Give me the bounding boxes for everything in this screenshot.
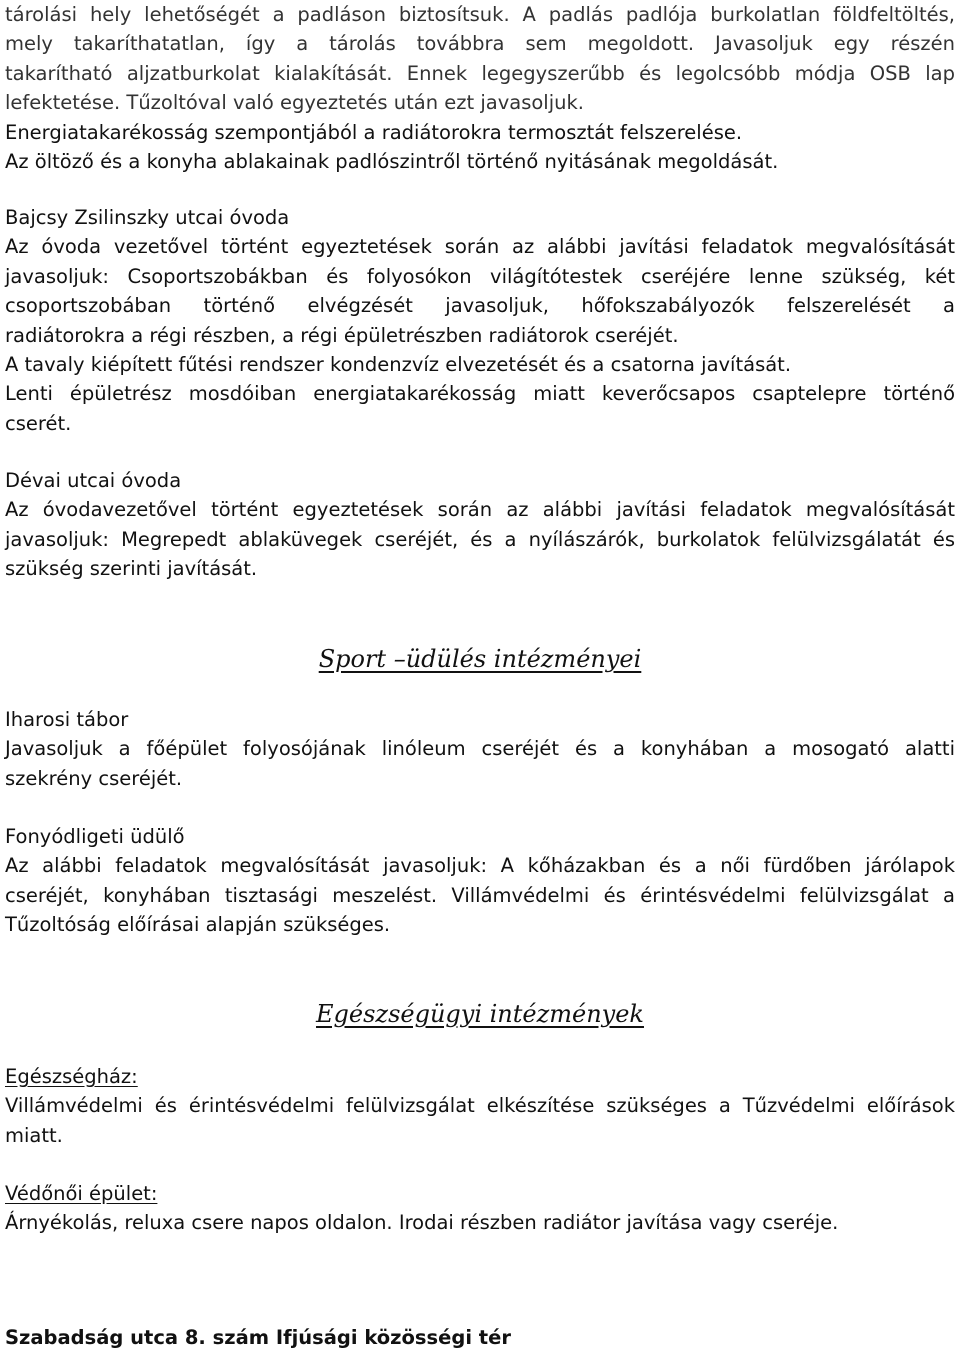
egeszseghaz-section	[5, 1062, 955, 1150]
intro-paragraph	[5, 0, 955, 176]
szabadsag-section	[5, 1323, 955, 1352]
health-title-text: Egészségügyi intézmények	[316, 1000, 644, 1028]
text-line: Energiatakarékosság szempontjából a radiátorokra termosztát felszerelése.	[5, 120, 743, 144]
sport-section-title	[5, 643, 955, 675]
text-line: cserét.	[5, 411, 72, 435]
heading-text: Védőnői épület:	[5, 1182, 158, 1205]
fonyodligeti-section	[5, 822, 955, 940]
text-line: Villámvédelmi és érintésvédelmi felülvizsgálat elkészítése szükséges a Tűzvédelmi előírások	[5, 1094, 955, 1118]
text-line: Árnyékolás, reluxa csere napos oldalon. Irodai részben radiátor javítása vagy cseréje.	[5, 1211, 839, 1235]
heading-text: Egészségház:	[5, 1065, 138, 1088]
vedonoi-section	[5, 1179, 955, 1238]
text-line: szekrény cseréjét.	[5, 766, 183, 790]
text-line: javasoljuk: Megrepedt ablaküvegek cseréjét, és a nyílászárók, burkolatok felülvizsgálatát és	[5, 527, 955, 551]
bajcsy-section	[5, 203, 955, 438]
devai-section	[5, 466, 955, 584]
iharosi-section	[5, 705, 955, 793]
sport-title-text: Sport –üdülés intézményei	[318, 645, 642, 673]
text-line: szükség szerinti javítását.	[5, 557, 258, 581]
text-line: A tavaly kiépített fűtési rendszer kondenzvíz elvezetését és a csatorna javítását.	[5, 352, 792, 376]
text-line: Az óvoda vezetővel történt egyeztetések során az alábbi javítási feladatok megvalósítását	[5, 235, 955, 259]
section-heading: Bajcsy Zsilinszky utcai óvoda	[5, 206, 290, 229]
text-line: radiátorokra a régi részben, a régi épületrészben radiátorok cseréjét.	[5, 323, 679, 347]
text-line: lefektetése. Tűzoltóval való egyeztetés után ezt javasoljuk.	[5, 91, 584, 115]
text-line: Lenti épületrész mosdóiban energiatakarékosság miatt keverőcsapos csaptelepre történő	[5, 382, 955, 406]
text-line: Az óvodavezetővel történt egyeztetések során az alábbi javítási feladatok megvalósítását	[5, 498, 955, 522]
section-heading: Iharosi tábor	[5, 708, 129, 731]
text-line: Tűzoltóság előírásai alapján szükséges.	[5, 913, 391, 937]
text-line: tárolási hely lehetőségét a padláson biztosítsuk. A padlás padlója burkolatlan földfeltöltés,	[5, 3, 955, 26]
text-line: csoportszobában történő elvégzését javasoljuk, hőfokszabályozók felszerelését a	[5, 294, 955, 318]
section-heading: Dévai utcai óvoda	[5, 469, 182, 492]
text-line: Az alábbi feladatok megvalósítását javasoljuk: A kőházakban és a női fürdőben járólapok	[5, 854, 955, 878]
text-line: cseréjét, konyhában tisztasági meszelést. Villámvédelmi és érintésvédelmi felülvizsgálat a	[5, 883, 955, 907]
health-section-title	[5, 998, 955, 1030]
section-heading: Szabadság utca 8. szám Ifjúsági közösségi tér	[5, 1326, 511, 1349]
text-line: javasoljuk: Csoportszobákban és folyosókon világítótestek cseréjére lenne szükség, két	[5, 264, 955, 288]
text-line: miatt.	[5, 1123, 63, 1147]
text-line: Az öltöző és a konyha ablakainak padlószintről történő nyitásának megoldását.	[5, 149, 779, 173]
text-line: Javasoljuk a főépület folyosójának linóleum cseréjét és a konyhában a mosogató alatti	[5, 737, 955, 761]
section-heading	[5, 1179, 955, 1208]
text-line: mely takaríthatatlan, így a tárolás továbbra sem megoldott. Javasoljuk egy részén	[5, 32, 955, 56]
section-heading: Fonyódligeti üdülő	[5, 825, 185, 848]
section-heading	[5, 1062, 955, 1091]
text-line: takarítható aljzatburkolat kialakítását. Ennek legegyszerűbb és legolcsóbb módja OSB lap	[5, 61, 955, 85]
